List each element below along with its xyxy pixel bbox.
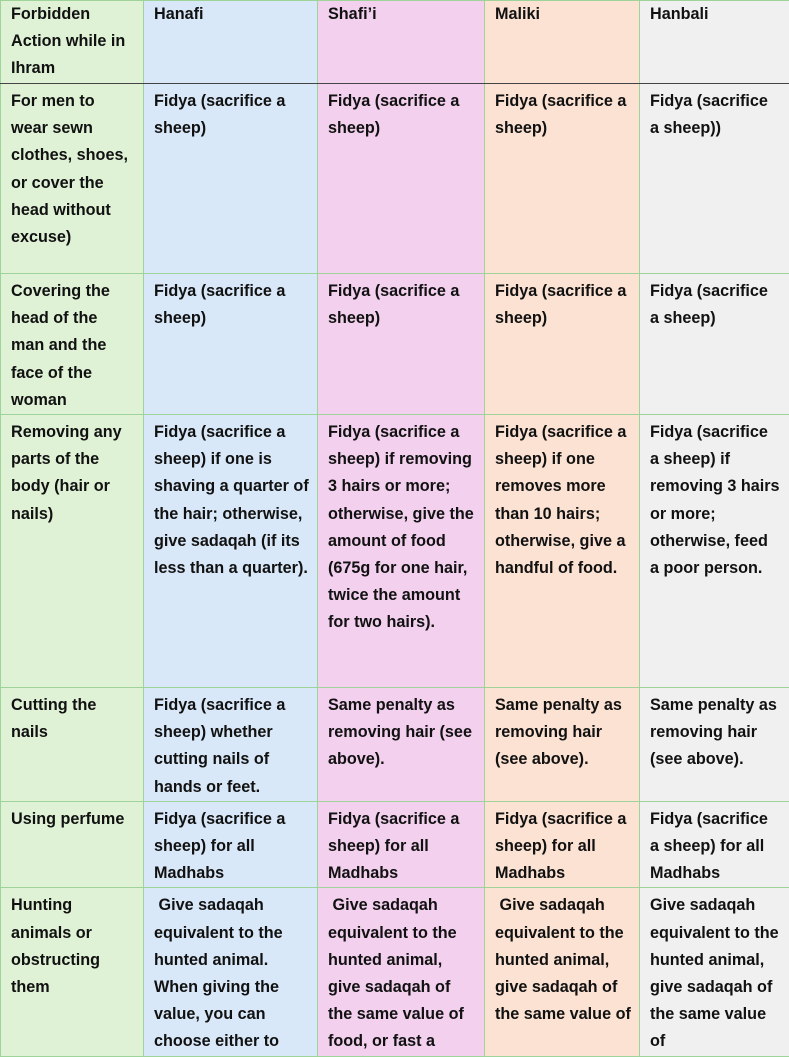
row-action-cell: Covering the head of the man and the face of the woman [1,274,144,415]
header-maliki: Maliki [485,1,640,84]
row-hanafi-cell: Give sadaqah equivalent to the hunted animal. When giving the value, you can choose either to [144,888,318,1056]
row-shafii-cell: Fidya (sacrifice a sheep) if removing 3 hairs or more; otherwise, give the amount of food (675g for one hair, twice the amount for two hairs). [318,415,485,688]
row-maliki-cell: Give sadaqah equivalent to the hunted animal, give sadaqah of the same value of [485,888,640,1056]
row-hanbali-cell: Fidya (sacrifice a sheep) if removing 3 hairs or more; otherwise, feed a poor person. [640,415,789,688]
row-shafii-cell: Fidya (sacrifice a sheep) [318,274,485,415]
row-maliki-cell: Fidya (sacrifice a sheep) if one removes more than 10 hairs; otherwise, give a handful of food. [485,415,640,688]
row-maliki-cell: Fidya (sacrifice a sheep) [485,84,640,274]
row-shafii-cell: Give sadaqah equivalent to the hunted animal, give sadaqah of the same value of food, or fast a [318,888,485,1056]
header-hanbali: Hanbali [640,1,789,84]
header-hanafi: Hanafi [144,1,318,84]
row-hanafi-cell: Fidya (sacrifice a sheep) if one is shaving a quarter of the hair; otherwise, give sadaqah (if its less than a quarter). [144,415,318,688]
row-hanbali-cell: Give sadaqah equivalent to the hunted animal, give sadaqah of the same value of [640,888,789,1056]
header-shafii: Shafi’i [318,1,485,84]
row-hanbali-cell: Same penalty as removing hair (see above). [640,688,789,802]
header-forbidden-action: Forbidden Action while in Ihram [1,1,144,84]
row-hanbali-cell: Fidya (sacrifice a sheep) [640,274,789,415]
row-maliki-cell: Same penalty as removing hair (see above). [485,688,640,802]
row-shafii-cell: Fidya (sacrifice a sheep) for all Madhabs [318,801,485,888]
row-action-cell: Cutting the nails [1,688,144,802]
row-hanafi-cell: Fidya (sacrifice a sheep) [144,84,318,274]
row-action-cell: Using perfume [1,801,144,888]
table-row [1,84,789,274]
row-maliki-cell: Fidya (sacrifice a sheep) for all Madhabs [485,801,640,888]
row-hanafi-cell: Fidya (sacrifice a sheep) for all Madhabs [144,801,318,888]
table-row [1,415,789,688]
table-row [1,888,789,1056]
row-hanbali-cell: Fidya (sacrifice a sheep)) [640,84,789,274]
row-maliki-cell: Fidya (sacrifice a sheep) [485,274,640,415]
row-action-cell: For men to wear sewn clothes, shoes, or cover the head without excuse) [1,84,144,274]
table-row [1,801,789,888]
table-row [1,688,789,802]
row-action-cell: Hunting animals or obstructing them [1,888,144,1056]
row-hanbali-cell: Fidya (sacrifice a sheep) for all Madhabs [640,801,789,888]
row-shafii-cell: Fidya (sacrifice a sheep) [318,84,485,274]
row-hanafi-cell: Fidya (sacrifice a sheep) whether cutting nails of hands or feet. [144,688,318,802]
table-row [1,274,789,415]
row-action-cell: Removing any parts of the body (hair or nails) [1,415,144,688]
table-header-row [1,1,789,84]
row-shafii-cell: Same penalty as removing hair (see above). [318,688,485,802]
row-hanafi-cell: Fidya (sacrifice a sheep) [144,274,318,415]
